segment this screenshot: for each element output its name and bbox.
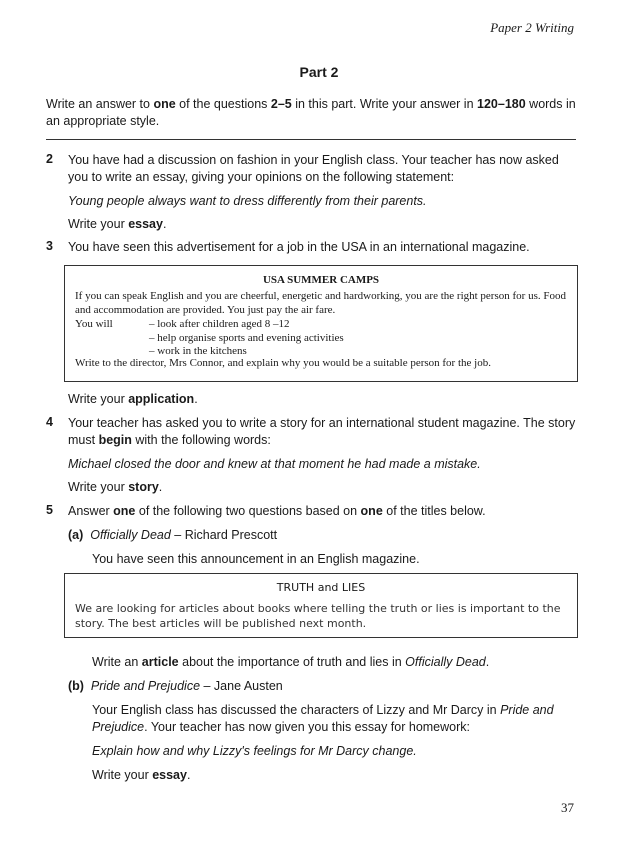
q4-intro-bold: begin bbox=[98, 433, 132, 447]
advertisement-title: USA SUMMER CAMPS bbox=[262, 274, 380, 286]
q5-intro-prefix: Answer bbox=[68, 504, 114, 518]
q5b-intro-italic: Pride and Prejudice bbox=[92, 703, 554, 734]
q3-task-bold: application bbox=[128, 392, 195, 406]
instructions bbox=[46, 96, 586, 130]
q5b-task-bold: essay bbox=[152, 768, 187, 782]
q3-task-prefix: Write your bbox=[68, 392, 129, 406]
question-3-intro: You have seen this advertisement for a job in the USA in an international magazine. bbox=[68, 240, 530, 254]
question-5a-intro: You have seen this announcement in an English magazine. bbox=[92, 552, 420, 566]
question-2-statement: Young people always want to dress differently from their parents. bbox=[68, 194, 427, 208]
q4-intro-suffix: with the following words: bbox=[131, 433, 271, 447]
q5-intro-bold-2: one bbox=[360, 504, 383, 518]
advertisement-footer: Write to the director, Mrs Connor, and explain why you would be a suitable person for the job. bbox=[75, 357, 491, 369]
advertisement-you-will: You will bbox=[75, 318, 113, 330]
question-4-intro bbox=[68, 415, 578, 449]
question-3-number: 3 bbox=[46, 239, 53, 253]
instructions-text-4: words in an appropriate style. bbox=[46, 97, 576, 128]
q5-intro-mid: of the following two questions based on bbox=[135, 504, 361, 518]
question-5a-task bbox=[92, 654, 578, 671]
q5a-task-bold: article bbox=[141, 655, 179, 669]
instructions-bold-words: 120–180 bbox=[477, 97, 526, 111]
instructions-bold-range: 2–5 bbox=[270, 97, 292, 111]
advertisement-box bbox=[64, 265, 578, 382]
q5a-task-prefix: Write an bbox=[92, 655, 142, 669]
question-5b-essay-question: Explain how and why Lizzy's feelings for Mr Darcy change. bbox=[92, 744, 417, 758]
question-3-task bbox=[68, 391, 578, 408]
question-4-opening-line: Michael closed the door and knew at that moment he had made a mistake. bbox=[68, 457, 481, 471]
q5b-label: (b) bbox=[68, 679, 84, 693]
q5a-task-mid: about the importance of truth and lies in bbox=[178, 655, 406, 669]
question-4-number: 4 bbox=[46, 415, 53, 429]
list-item: – look after children aged 8 –12 bbox=[149, 318, 344, 332]
instructions-bold-one: one bbox=[153, 97, 176, 111]
q4-task-suffix: . bbox=[158, 480, 163, 494]
question-4-task bbox=[68, 479, 578, 496]
instructions-text-2: of the questions bbox=[175, 97, 271, 111]
question-2-number: 2 bbox=[46, 152, 53, 166]
q5a-author: – Richard Prescott bbox=[170, 528, 278, 542]
instructions-text-1: Write an answer to bbox=[46, 97, 154, 111]
q2-task-prefix: Write your bbox=[68, 217, 129, 231]
q5b-task-suffix: . bbox=[186, 768, 191, 782]
announcement-title: TRUTH and LIES bbox=[276, 581, 366, 594]
announcement-text: We are looking for articles about books where telling the truth or lies is important to the story. The best articles will be published next month. bbox=[75, 602, 561, 630]
q5a-label: (a) bbox=[68, 528, 84, 542]
q3-task-suffix: . bbox=[194, 392, 198, 406]
question-5a-heading bbox=[68, 527, 578, 544]
q5-intro-suffix: of the titles below. bbox=[382, 504, 486, 518]
q5a-task-italic: Officially Dead bbox=[405, 655, 486, 669]
announcement-box bbox=[64, 573, 578, 638]
list-item: – help organise sports and evening activities bbox=[149, 332, 344, 346]
divider-rule bbox=[46, 139, 576, 140]
q5b-task-prefix: Write your bbox=[92, 768, 153, 782]
q5a-task-suffix: . bbox=[485, 655, 490, 669]
running-head: Paper 2 Writing bbox=[490, 20, 574, 35]
q4-task-bold: story bbox=[128, 480, 159, 494]
question-5-number: 5 bbox=[46, 503, 53, 517]
question-5b-intro bbox=[92, 702, 578, 736]
q2-task-bold: essay bbox=[128, 217, 163, 231]
question-5-intro bbox=[68, 503, 578, 520]
q4-intro-prefix: Your teacher has asked you to write a story for an international student magazine. The story must bbox=[68, 416, 576, 447]
advertisement-duties-list bbox=[149, 318, 344, 359]
q5-intro-bold-1: one bbox=[113, 504, 136, 518]
question-2-task bbox=[68, 216, 578, 233]
advertisement-text: If you can speak English and you are cheerful, energetic and hardworking, you are the right person for us. Food and accommodation are provided. You just pay the air fare. bbox=[75, 290, 566, 316]
q5b-intro-suffix: . Your teacher has now given you this essay for homework: bbox=[144, 720, 470, 734]
instructions-text-3: in this part. Write your answer in bbox=[291, 97, 478, 111]
list-item: – work in the kitchens bbox=[149, 345, 344, 359]
question-2-intro: You have had a discussion on fashion in your English class. Your teacher has now asked you to write an essay, giving your opinions on the following statement: bbox=[68, 153, 559, 184]
q2-task-suffix: . bbox=[162, 217, 167, 231]
page-number: 37 bbox=[561, 800, 574, 815]
q5a-book-title: Officially Dead bbox=[90, 528, 171, 542]
q4-task-prefix: Write your bbox=[68, 480, 129, 494]
question-5b-task bbox=[92, 767, 578, 784]
q5b-book-title: Pride and Prejudice bbox=[90, 679, 201, 693]
part-title: Part 2 bbox=[299, 64, 339, 80]
q5b-author: – Jane Austen bbox=[200, 679, 283, 693]
question-5b-heading bbox=[68, 678, 578, 695]
q5b-intro-prefix: Your English class has discussed the characters of Lizzy and Mr Darcy in bbox=[92, 703, 501, 717]
